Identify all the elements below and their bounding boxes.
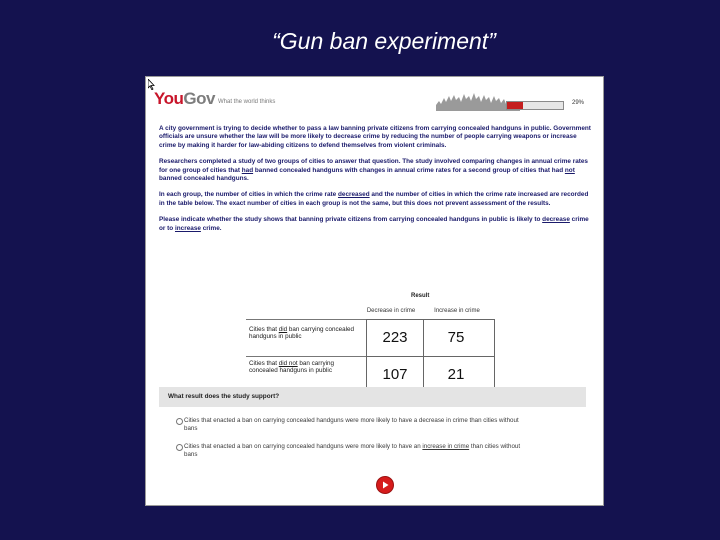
results-table bbox=[246, 289, 506, 389]
col-header-increase: Increase in crime bbox=[434, 308, 480, 314]
question-text: What result does the study support? bbox=[168, 393, 280, 400]
row-label-did-not-ban: Cities that did not ban carrying concealed handguns in public bbox=[249, 360, 335, 374]
progress-fill bbox=[507, 102, 523, 109]
radio-option-decrease[interactable] bbox=[176, 418, 183, 425]
groups-paragraph: In each group, the number of cities in which the crime rate decreased and the number of cities in which the crime rate increased are recorded in the table below. The exact number of cities in each group is not the same, but this does not prevent assessment of the results. bbox=[159, 191, 589, 207]
grid-divider bbox=[423, 320, 424, 395]
slide-title: “Gun ban experiment” bbox=[272, 28, 496, 54]
results-grid bbox=[366, 319, 495, 396]
progress-percent-label: 29% bbox=[572, 100, 585, 106]
row-separator bbox=[246, 356, 366, 357]
row-separator bbox=[246, 319, 366, 320]
intro-paragraph: A city government is trying to decide whether to pass a law banning private citizens from carrying concealed handguns in public. Government officials are unsure whether the law will be more likely to decrease crime by reducing the number of people carrying weapons or increase crime by making it harder for law-abiding citizens to defend themselves from violent criminals. bbox=[159, 125, 591, 149]
study-paragraph: Researchers completed a study of two groups of cities to answer that question. The study involved comparing changes in annual crime rates for one group of cities that had banned concealed handguns with changes in annual crime rates for a second group of cities that had not banned concealed handguns. bbox=[159, 158, 588, 183]
radio-option-increase[interactable] bbox=[176, 444, 183, 451]
instruction-paragraph: Please indicate whether the study shows that banning private citizens from carrying concealed handguns in public is likely to decrease crime or to increase crime. bbox=[159, 216, 589, 232]
survey-header bbox=[154, 87, 594, 115]
cell-did-not-ban-decrease: 107 bbox=[382, 366, 408, 383]
col-header-decrease: Decrease in crime bbox=[366, 308, 416, 314]
option-decrease[interactable] bbox=[176, 417, 536, 431]
grid-divider bbox=[367, 356, 494, 357]
question-bar bbox=[159, 387, 586, 407]
table-column-headers bbox=[358, 308, 492, 318]
next-button[interactable] bbox=[376, 476, 394, 494]
survey-screenshot bbox=[145, 76, 604, 506]
cell-did-ban-decrease: 223 bbox=[382, 329, 408, 346]
option-decrease-label[interactable]: Cities that enacted a ban on carrying concealed handguns were more likely to have a decrease in crime than cities without bans bbox=[184, 417, 519, 432]
question-body bbox=[159, 125, 591, 241]
row-label-did-ban: Cities that did ban carrying concealed handguns in public bbox=[249, 326, 355, 340]
option-increase[interactable] bbox=[176, 443, 536, 457]
cell-did-ban-increase: 75 bbox=[447, 329, 465, 346]
logo-tagline: What the world thinks bbox=[218, 99, 276, 105]
yougov-logo: YouGov bbox=[154, 89, 215, 108]
result-label: Result bbox=[411, 293, 430, 299]
survey-progress-bar bbox=[506, 101, 564, 110]
answer-options bbox=[176, 417, 536, 469]
option-increase-label[interactable]: Cities that enacted a ban on carrying concealed handguns were more likely to have an increase in crime than cities without bans bbox=[184, 443, 521, 458]
cell-did-not-ban-increase: 21 bbox=[447, 366, 465, 383]
play-arrow-icon bbox=[377, 477, 393, 493]
